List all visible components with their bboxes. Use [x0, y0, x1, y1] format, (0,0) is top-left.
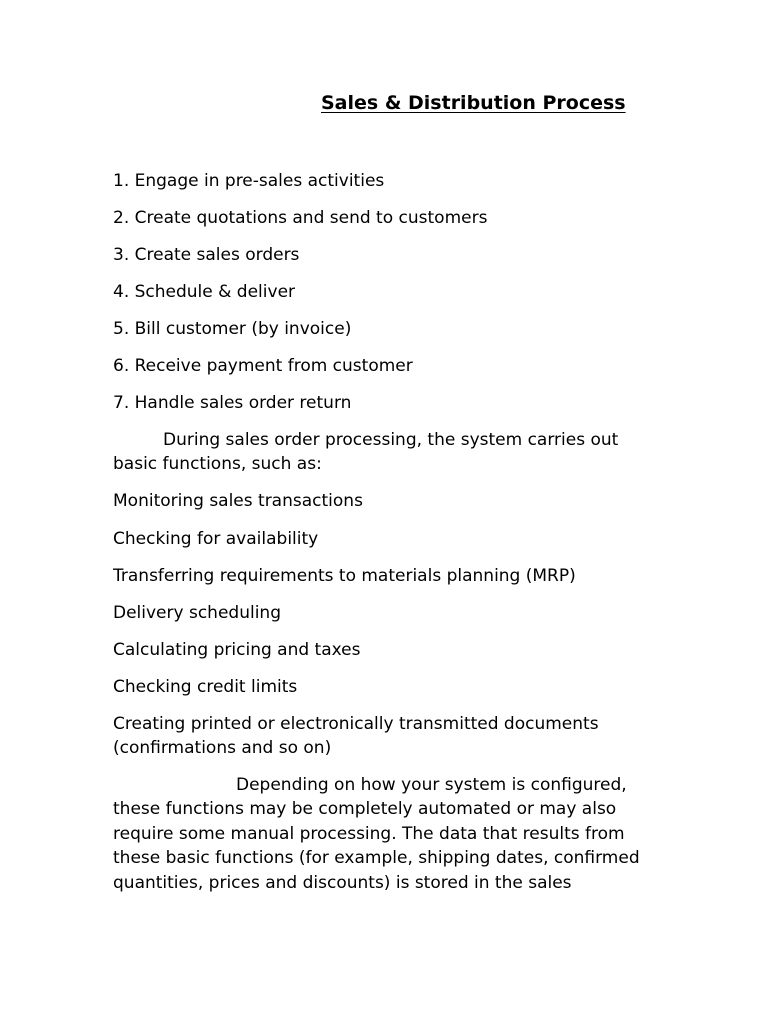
paragraph-line: basic functions, such as: [113, 454, 322, 475]
page-title: Sales & Distribution Process [321, 92, 626, 114]
paragraph-line: Creating printed or electronically transmitted documents [113, 714, 599, 734]
closing-paragraph [113, 773, 673, 895]
paragraph-line: Depending on how your system is configured, [236, 775, 627, 795]
paragraph-line: During sales order processing, the system carries out [163, 430, 619, 450]
function-item: Delivery scheduling [113, 603, 281, 623]
function-item: Monitoring sales transactions [113, 491, 363, 511]
paragraph-line: (confirmations and so on) [113, 738, 332, 759]
documents-item [113, 712, 673, 761]
step-item: 5. Bill customer (by invoice) [113, 319, 352, 339]
paragraph-line: quantities, prices and discounts) is stored in the sales [113, 872, 572, 893]
step-item: 1. Engage in pre-sales activities [113, 171, 385, 191]
function-item: Checking credit limits [113, 677, 298, 697]
step-item: 2. Create quotations and send to customers [113, 208, 488, 228]
function-item: Calculating pricing and taxes [113, 640, 361, 660]
step-item: 4. Schedule & deliver [113, 282, 296, 302]
function-item: Checking for availability [113, 529, 319, 549]
step-item: 7. Handle sales order return [113, 393, 352, 413]
paragraph-line: require some manual processing. The data that results from [113, 823, 625, 844]
function-item: Transferring requirements to materials planning (MRP) [113, 566, 576, 586]
paragraph-line: these functions may be completely automated or may also [113, 799, 617, 820]
step-item: 3. Create sales orders [113, 245, 300, 265]
intro-paragraph [113, 428, 673, 477]
paragraph-line: these basic functions (for example, shipping dates, confirmed [113, 848, 640, 869]
step-item: 6. Receive payment from customer [113, 356, 413, 376]
